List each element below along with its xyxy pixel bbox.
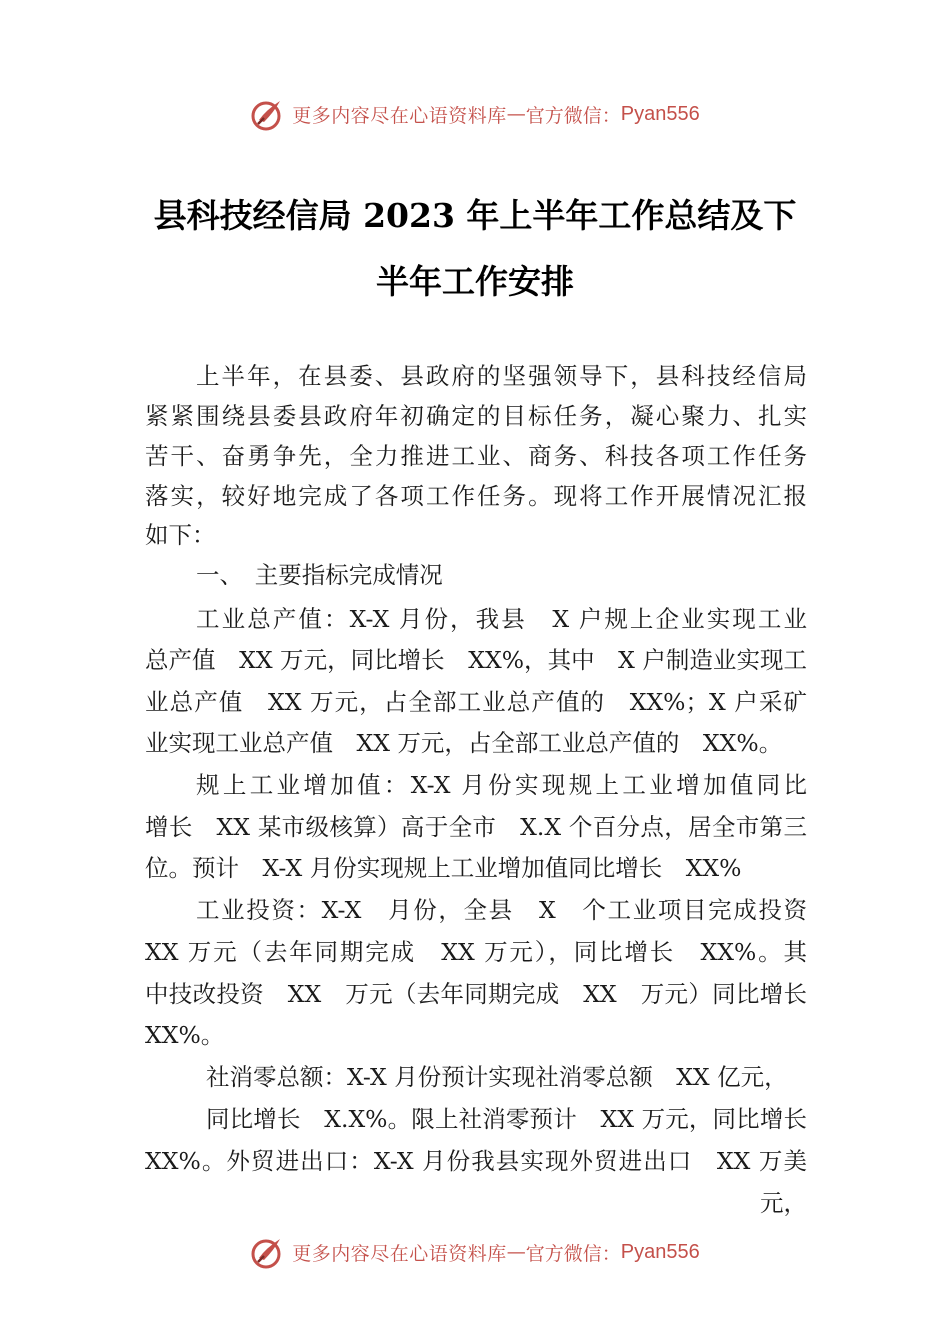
body-line: 业总产值 XX 万元，占全部工业总产值的 XX%；X 户采矿 [145,688,807,716]
watermark-separator: — [506,103,526,125]
body-line: 紧紧围绕县委县政府年初确定的目标任务，凝心聚力、扎实 [145,402,807,430]
watermark-footer [0,1232,950,1272]
body-line: 社消零总额：X-X 月份预计实现社消零总额 XX 亿元， [206,1063,788,1091]
body-line: 落实，较好地完成了各项工作任务。现将工作开展情况汇报 [145,482,807,510]
body-line: 工业总产值：X-X 月份，我县 X 户规上企业实现工业 [196,605,807,633]
body-line: 规上工业增加值：X-X 月份实现规上工业增加值同比 [196,771,807,799]
body-line: 增长 XX 某市级核算）高于全市 X.X 个百分点，居全市第三 [145,813,807,841]
body-line: XX 万元（去年同期完成 XX 万元），同比增长 XX%。其 [145,938,807,966]
document-title-line-1: 县科技经信局 2023 年上半年工作总结及下 [153,196,797,235]
document-title-line-2: 半年工作安排 [376,262,574,301]
watermark-wechat-id: Pyan556 [620,102,700,125]
watermark-text: 更多内容尽在心语资料库 [292,104,507,127]
body-line: 工业投资：X-X 月份，全县 X 个工业项目完成投资 [196,896,807,924]
body-line: 同比增长 X.X%。限上社消零预计 XX 万元，同比增长 [206,1105,807,1133]
watermark-wechat-label: 官方微信： [525,1242,621,1265]
quill-logo-icon [250,96,286,132]
body-line: 位。预计 X-X 月份实现规上工业增加值同比增长 XX% [145,854,742,882]
quill-logo-icon [250,1234,286,1270]
body-line: 业实现工业总产值 XX 万元，占全部工业总产值的 XX%。 [145,729,783,757]
watermark-header [0,94,950,134]
body-line: 中技改投资 XX 万元（去年同期完成 XX 万元）同比增长 [145,980,807,1008]
body-line: 如下： [145,521,216,549]
body-line: XX%。 [145,1021,225,1049]
body-line: 总产值 XX 万元，同比增长 XX%，其中 X 户制造业实现工 [145,646,807,674]
body-line: 上半年，在县委、县政府的坚强领导下，县科技经信局 [196,362,807,390]
watermark-wechat-id: Pyan556 [620,1240,700,1263]
body-line: 元， [760,1189,807,1217]
body-line: XX%。外贸进出口：X-X 月份我县实现外贸进出口 XX 万美 [145,1147,807,1175]
watermark-separator: — [506,1241,526,1263]
body-line: 苦干、奋勇争先，全力推进工业、商务、科技各项工作任务 [145,442,807,470]
watermark-text: 更多内容尽在心语资料库 [292,1242,507,1265]
watermark-wechat-label: 官方微信： [525,104,621,127]
section-heading: 一、 主要指标完成情况 [196,561,443,589]
